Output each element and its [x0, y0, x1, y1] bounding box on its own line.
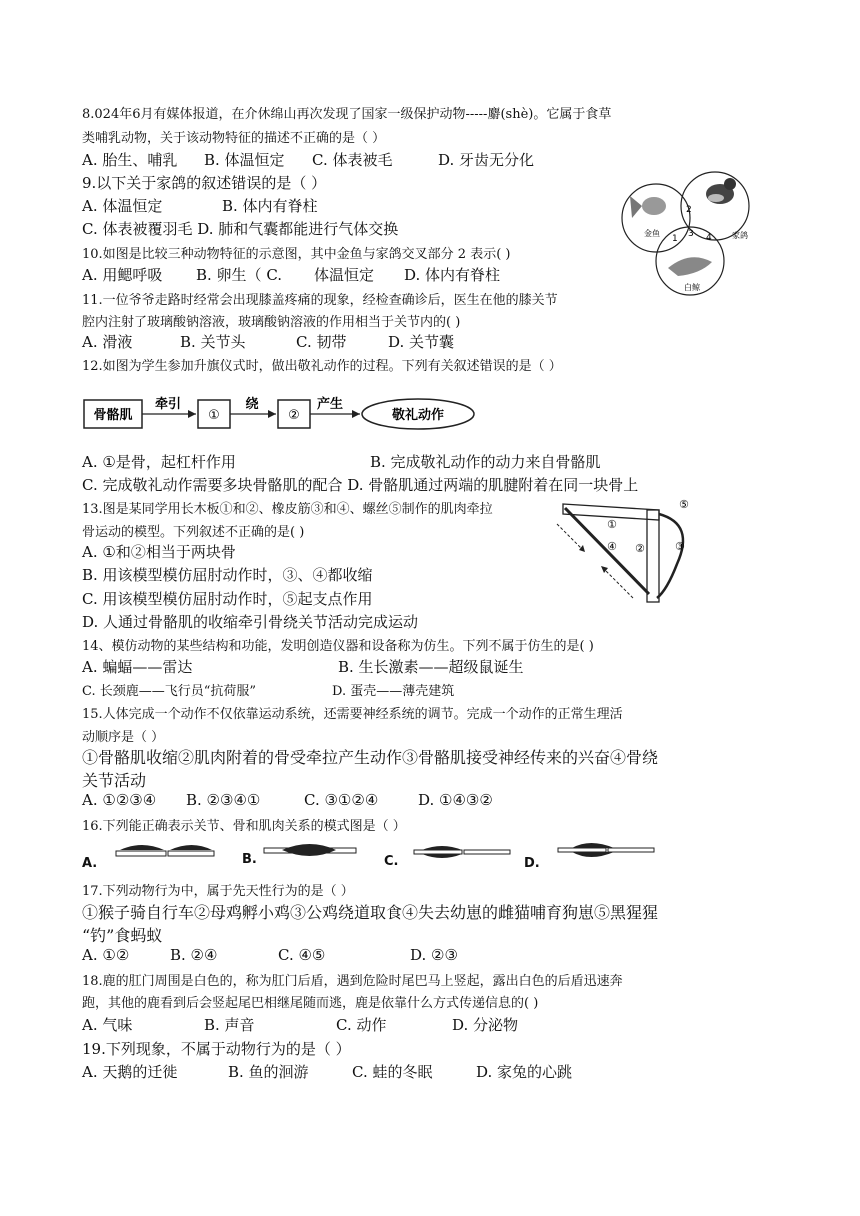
flow-arrow-pull-label: 牵引 [154, 397, 182, 412]
q10-option-c: 体温恒定 [314, 266, 375, 284]
model-label-5: ⑤ [679, 498, 689, 511]
q17-option-a: A. ①② [82, 946, 130, 964]
q13-option-a: A. ①和②相当于两块骨 [82, 543, 236, 561]
q16-label-c: C. [384, 854, 399, 869]
q16-label-a: A. [82, 856, 98, 871]
q19-stem: 19.下列现象，不属于动物行为的是（ ） [82, 1040, 351, 1058]
q16-figure-d [556, 836, 656, 864]
q16-figure-c [412, 838, 512, 866]
q11-option-a: A. 滑液 [82, 333, 133, 351]
q16-figure-a [114, 840, 216, 866]
q19-option-a: A. 天鹅的迁徙 [82, 1063, 178, 1081]
venn-label-pigeon: 家鸽 [732, 231, 748, 240]
q13-stem-line1: 13.图是某同学用长木板①和②、橡皮筋③和④、螺丝⑤制作的肌肉牵拉 [82, 502, 493, 517]
q17-body-line2: “钓”食蚂蚁 [82, 926, 163, 945]
venn-label-goldfish: 金鱼 [644, 229, 660, 238]
q15-body-line1: ①骨骼肌收缩②肌肉附着的骨受牵拉产生动作③骨骼肌接受神经传来的兴奋④骨绕 [82, 748, 659, 767]
q15-option-a: A. ①②③④ [82, 791, 157, 809]
q13-option-c: C. 用该模型模仿屈肘动作时，⑤起支点作用 [82, 590, 373, 608]
q14-option-a: A. 蝙蝠——雷达 [82, 658, 193, 676]
model-label-3: ③ [675, 540, 685, 553]
q15-option-d: D. ①④③② [418, 791, 493, 809]
muscle-model-figure [555, 494, 700, 606]
q11-stem-line1: 11.一位爷爷走路时经常会出现膝盖疼痛的现象，经检查确诊后，医生在他的膝关节 [82, 293, 558, 308]
q8-stem-line1: 8.024年6月有媒体报道，在介休绵山再次发现了国家一级保护动物-----麝(shè)。它属于食草 [82, 107, 612, 122]
pigeon-image [706, 178, 736, 204]
flow-box-muscle: 骨骼肌 [93, 408, 133, 423]
flow-arrow-around-label: 绕 [245, 397, 259, 412]
q15-stem-line1: 15.人体完成一个动作不仅依靠运动系统，还需要神经系统的调节。完成一个动作的正常生理活 [82, 707, 623, 722]
q19-option-d: D. 家兔的心跳 [476, 1063, 573, 1081]
model-label-1: ① [607, 518, 617, 531]
q17-stem: 17.下列动物行为中，属于先天性行为的是（ ） [82, 884, 354, 899]
q14-stem: 14、模仿动物的某些结构和功能，发明创造仪器和设备称为仿生。下列不属于仿生的是( ) [82, 639, 594, 654]
q8-stem-line2: 类哺乳动物，关于该动物特征的描述不正确的是（ ） [82, 131, 386, 146]
q12-option-cd: C. 完成敬礼动作需要多块骨骼肌的配合 D. 骨骼肌通过两端的肌腱附着在同一块骨上 [82, 476, 639, 494]
q12-option-a: A. ①是骨，起杠杆作用 [82, 453, 236, 471]
q16-figure-b [260, 836, 360, 866]
venn-region-4: 4 [706, 233, 712, 243]
q9-option-cd: C. 体表被覆羽毛 D. 肺和气囊都能进行气体交换 [82, 220, 399, 238]
model-label-2: ② [635, 542, 645, 555]
q8-option-a: A. 胎生、哺乳 [82, 151, 178, 169]
q10-option-d: D. 体内有脊柱 [404, 266, 501, 284]
q9-stem: 9.以下关于家鸽的叙述错误的是（ ） [82, 174, 327, 192]
q19-option-b: B. 鱼的洄游 [228, 1063, 309, 1081]
flow-arrow-produce-label: 产生 [316, 397, 344, 412]
q11-option-c: C. 韧带 [296, 333, 347, 351]
q15-option-c: C. ③①②④ [304, 791, 379, 809]
q18-stem-line2: 跑，其他的鹿看到后会竖起尾巴相继尾随而逃，鹿是依靠什么方式传递信息的( ) [82, 996, 539, 1011]
flow-box-2: ② [288, 408, 300, 423]
q11-stem-line2: 腔内注射了玻璃酸钠溶液，玻璃酸钠溶液的作用相当于关节内的( ) [82, 315, 461, 330]
q10-option-b: B. 卵生（ C. [196, 266, 283, 284]
q9-option-b: B. 体内有脊柱 [222, 197, 318, 215]
q17-body-line1: ①猴子骑自行车②母鸡孵小鸡③公鸡绕道取食④失去幼崽的雌猫哺育狗崽⑤黑猩猩 [82, 903, 659, 922]
q10-option-a: A. 用鳃呼吸 [82, 266, 163, 284]
beluga-image [668, 257, 712, 276]
venn-label-beluga: 白鲸 [684, 283, 700, 292]
flow-box-1: ① [208, 408, 220, 423]
goldfish-image [630, 196, 666, 218]
q17-option-c: C. ④⑤ [278, 946, 326, 964]
q12-flow-diagram [82, 394, 482, 436]
venn-diagram [620, 166, 760, 300]
q15-stem-line2: 动顺序是（ ） [82, 730, 165, 745]
venn-region-3: 3 [688, 229, 694, 239]
q14-option-b: B. 生长激素——超级鼠诞生 [338, 658, 524, 676]
venn-region-2: 2 [686, 205, 692, 215]
q8-option-d: D. 牙齿无分化 [438, 151, 535, 169]
q12-stem: 12.如图为学生参加升旗仪式时，做出敬礼动作的过程。下列有关叙述错误的是（ ） [82, 359, 562, 374]
q15-option-b: B. ②③④① [186, 791, 261, 809]
q13-option-d: D. 人通过骨骼肌的收缩牵引骨绕关节活动完成运动 [82, 613, 419, 631]
q16-label-d: D. [524, 856, 540, 871]
q16-label-b: B. [242, 852, 257, 867]
venn-region-1: 1 [672, 234, 678, 244]
q11-option-d: D. 关节囊 [388, 333, 455, 351]
q19-option-c: C. 蛙的冬眠 [352, 1063, 433, 1081]
q11-option-b: B. 关节头 [180, 333, 246, 351]
q18-option-d: D. 分泌物 [452, 1016, 519, 1034]
q18-option-a: A. 气味 [82, 1016, 133, 1034]
q10-stem: 10.如图是比较三种动物特征的示意图，其中金鱼与家鸽交叉部分 2 表示( ) [82, 247, 511, 262]
q14-option-c: C. 长颈鹿——飞行员“抗荷服” [82, 684, 257, 699]
q8-option-c: C. 体表被毛 [312, 151, 393, 169]
q17-option-d: D. ②③ [410, 946, 458, 964]
q13-option-b: B. 用该模型模仿屈肘动作时，③、④都收缩 [82, 566, 373, 584]
q17-option-b: B. ②④ [170, 946, 218, 964]
q14-option-d: D. 蛋壳——薄壳建筑 [332, 684, 455, 699]
q13-stem-line2: 骨运动的模型。下列叙述不正确的是( ) [82, 525, 305, 540]
q16-stem: 16.下列能正确表示关节、骨和肌肉关系的模式图是（ ） [82, 819, 406, 834]
q18-option-c: C. 动作 [336, 1016, 387, 1034]
q18-option-b: B. 声音 [204, 1016, 255, 1034]
q12-option-b: B. 完成敬礼动作的动力来自骨骼肌 [370, 453, 601, 471]
q18-stem-line1: 18.鹿的肛门周围是白色的，称为肛门后盾，遇到危险时尾巴马上竖起，露出白色的后盾迅速奔 [82, 974, 623, 989]
q9-option-a: A. 体温恒定 [82, 197, 163, 215]
q15-body-line2: 关节活动 [82, 771, 147, 790]
q8-option-b: B. 体温恒定 [204, 151, 285, 169]
flow-end-salute: 敬礼动作 [391, 408, 445, 423]
model-label-4: ④ [607, 540, 617, 553]
